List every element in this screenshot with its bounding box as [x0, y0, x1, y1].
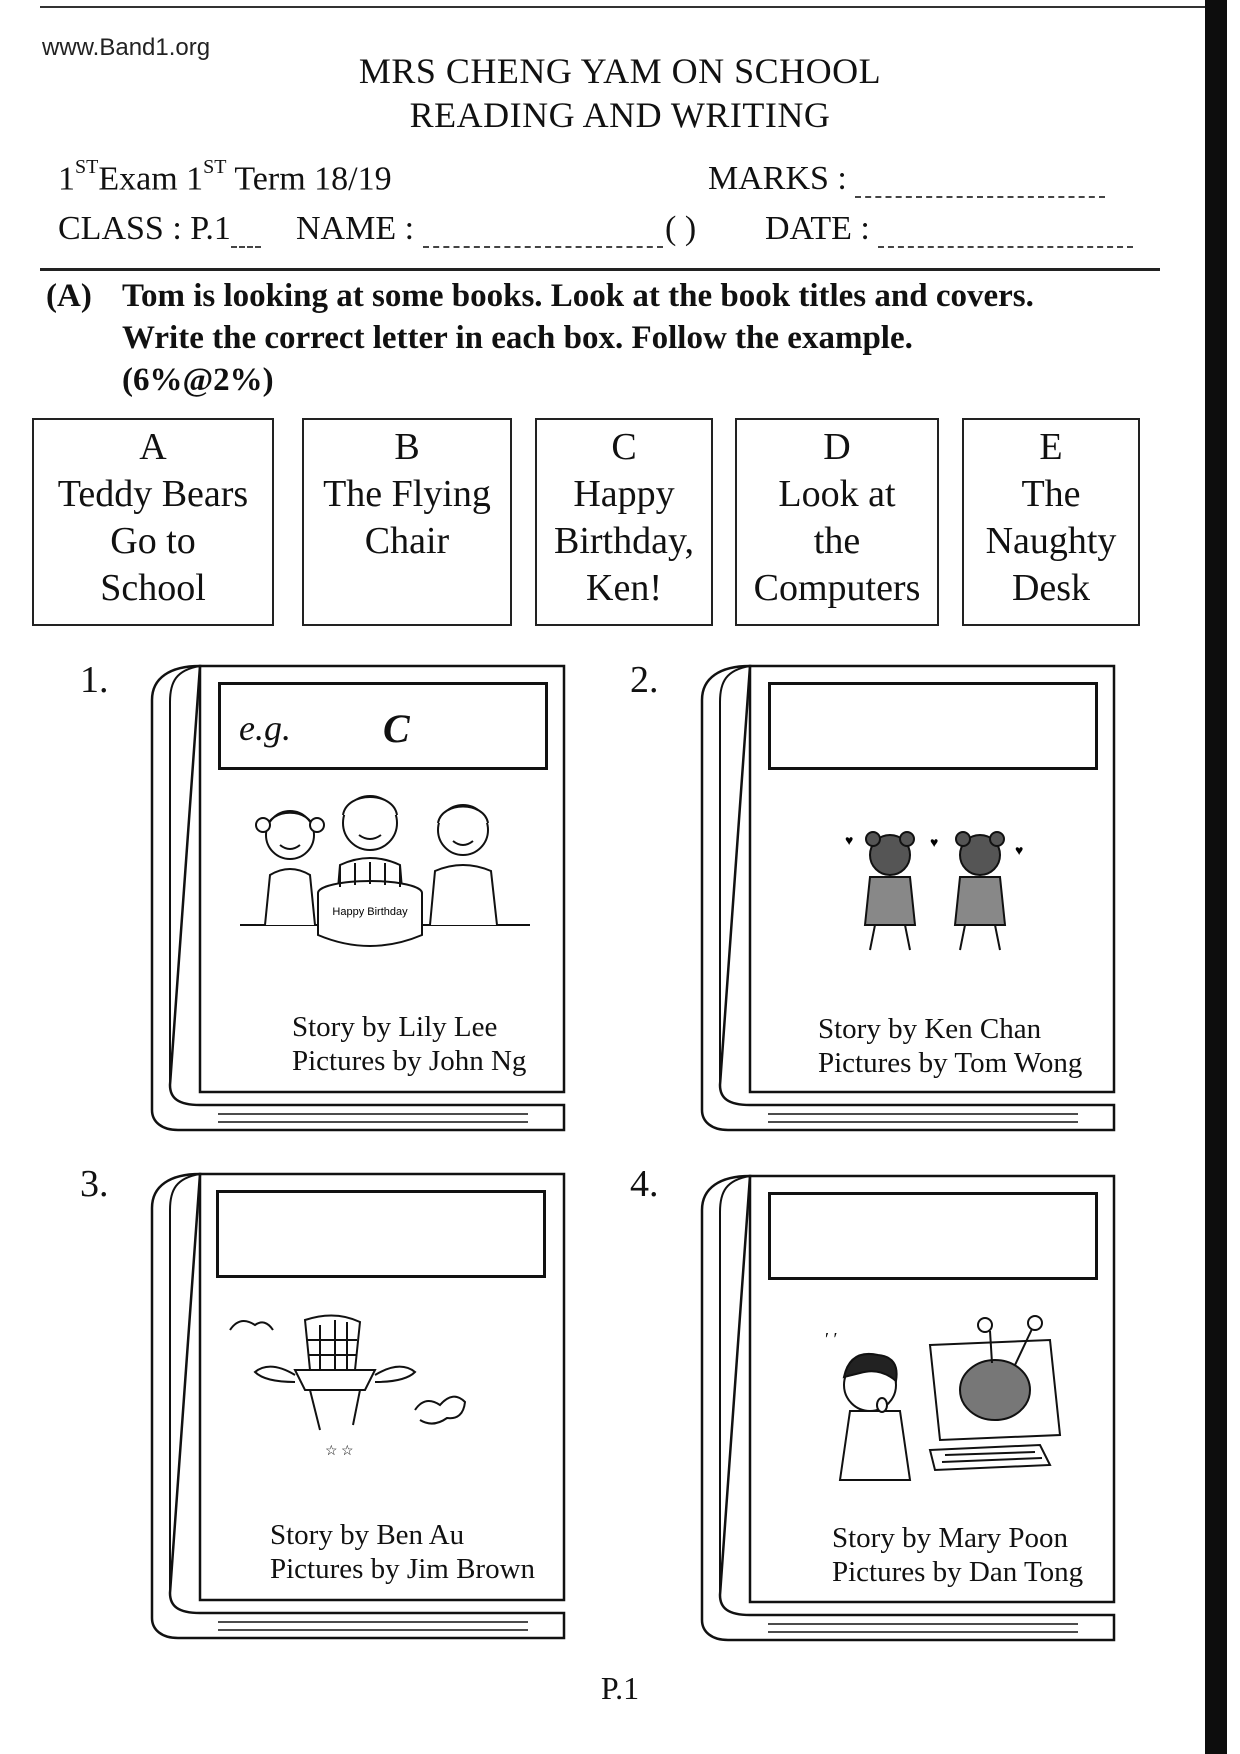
choice-letter: C	[611, 426, 637, 468]
teddy-bears-illustration	[835, 825, 1035, 965]
watermark: www.Band1.org	[42, 34, 211, 61]
class-number-parens[interactable]: ( )	[665, 210, 697, 247]
pictures-credit-1: Pictures by John Ng	[292, 1045, 527, 1077]
birthday-party-illustration	[235, 785, 535, 960]
section-label: (A)	[46, 278, 92, 314]
choice-title-line: Naughty	[985, 520, 1117, 562]
exam-term: 1STExam 1ST Term 18/19	[58, 156, 392, 198]
story-credit-1: Story by Lily Lee	[292, 1011, 498, 1043]
name-field[interactable]: NAME :	[296, 210, 663, 248]
instruction-marks: (6%@2%)	[122, 362, 274, 398]
choice-title-line: Go to	[110, 520, 196, 562]
question-number-1: 1.	[80, 659, 109, 701]
svg-text:♥: ♥	[845, 834, 854, 849]
choice-box-e	[962, 418, 1140, 626]
choice-letter: B	[394, 426, 420, 468]
answer-box-1[interactable]	[218, 682, 548, 770]
pictures-credit-2: Pictures by Tom Wong	[818, 1047, 1083, 1079]
choice-title-line: Happy	[573, 473, 675, 515]
choice-letter: E	[1039, 426, 1063, 468]
cake-text: Happy Birthday	[332, 906, 408, 918]
question-number-4: 4.	[630, 1163, 659, 1205]
paper-subject: READING AND WRITING	[409, 95, 831, 135]
marks-blank[interactable]	[855, 166, 1105, 198]
choice-box-d	[735, 418, 939, 626]
answer-box-3[interactable]	[216, 1190, 546, 1278]
example-answer: C	[383, 706, 410, 751]
top-rule	[40, 6, 1220, 8]
example-label: e.g.	[239, 708, 291, 748]
school-name: MRS CHENG YAM ON SCHOOL	[358, 51, 882, 91]
choice-title-line: Chair	[364, 520, 450, 562]
scan-edge	[1205, 0, 1227, 1754]
question-number-3: 3.	[80, 1163, 109, 1205]
answer-box-4[interactable]	[768, 1192, 1098, 1280]
choice-title-line: Teddy Bears	[57, 473, 249, 515]
date-field[interactable]: DATE :	[765, 210, 1133, 248]
choice-title-line: School	[100, 567, 206, 609]
date-blank[interactable]	[878, 216, 1133, 248]
choice-title-line: The Flying	[323, 473, 491, 515]
story-credit-4: Story by Mary Poon	[832, 1522, 1069, 1554]
pictures-credit-3: Pictures by Jim Brown	[270, 1553, 536, 1585]
flying-chair-illustration	[225, 1310, 505, 1460]
name-blank[interactable]	[423, 216, 663, 248]
choice-title-line: Ken!	[586, 567, 662, 609]
choice-letter: D	[823, 426, 851, 468]
marks-field[interactable]: MARKS :	[708, 160, 1105, 198]
instruction-line-1: Tom is looking at some books. Look at the book titles and covers.	[122, 278, 1034, 314]
choice-title-line: Look at	[778, 473, 896, 515]
answer-box-2[interactable]	[768, 682, 1098, 770]
page-number: P.1	[600, 1670, 640, 1706]
question-number-2: 2.	[630, 659, 659, 701]
header-divider	[40, 268, 1160, 271]
pictures-credit-4: Pictures by Dan Tong	[832, 1556, 1084, 1588]
choice-box-a	[32, 418, 274, 626]
svg-text:☆ ☆: ☆ ☆	[325, 1444, 354, 1459]
svg-text:′ ′: ′ ′	[825, 1329, 838, 1349]
story-credit-3: Story by Ben Au	[270, 1519, 465, 1551]
section-a-instructions	[46, 275, 1186, 401]
computers-illustration	[820, 1315, 1080, 1490]
choice-title-line: The	[1021, 473, 1081, 515]
choice-title-line: Desk	[1011, 567, 1091, 609]
svg-text:♥: ♥	[930, 836, 939, 851]
choice-box-b	[302, 418, 512, 626]
choice-title-line: Computers	[753, 567, 921, 609]
class-field[interactable]: CLASS : P.1	[58, 210, 261, 248]
choice-title-line: the	[813, 520, 861, 562]
choice-letter: A	[139, 426, 167, 468]
instruction-line-2: Write the correct letter in each box. Follow the example.	[122, 320, 913, 356]
choice-title-line: Birthday,	[553, 520, 694, 562]
story-credit-2: Story by Ken Chan	[818, 1013, 1042, 1045]
svg-text:♥: ♥	[1015, 844, 1024, 859]
choice-box-c	[535, 418, 713, 626]
